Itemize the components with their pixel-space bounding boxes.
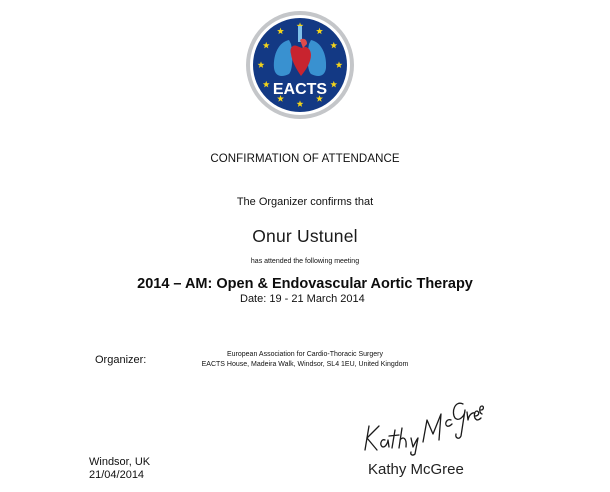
- handwritten-signature: [355, 390, 485, 456]
- confirmation-text: The Organizer confirms that: [236, 196, 374, 208]
- meeting-date: Date: 19 - 21 March 2014: [240, 293, 365, 305]
- organizer-address: EACTS House, Madeira Walk, Windsor, SL4 1EU, United Kingdom: [201, 361, 409, 368]
- organizer-details: [170, 350, 440, 370]
- logo-text: EACTS: [272, 81, 328, 98]
- signer-name: Kathy McGree: [368, 461, 464, 478]
- eacts-logo: [245, 10, 355, 120]
- meeting-title: 2014 – AM: Open & Endovascular Aortic Therapy: [137, 276, 473, 292]
- signing-place: Windsor, UK: [89, 456, 151, 468]
- organizer-label: Organizer:: [95, 354, 147, 366]
- attendee-name: Onur Ustunel: [252, 226, 358, 246]
- certificate-heading: CONFIRMATION OF ATTENDANCE: [210, 153, 400, 165]
- attended-text: has attended the following meeting: [250, 258, 360, 265]
- organizer-name: European Association for Cardio-Thoracic Surgery: [226, 351, 384, 358]
- signing-date: 21/04/2014: [89, 469, 145, 481]
